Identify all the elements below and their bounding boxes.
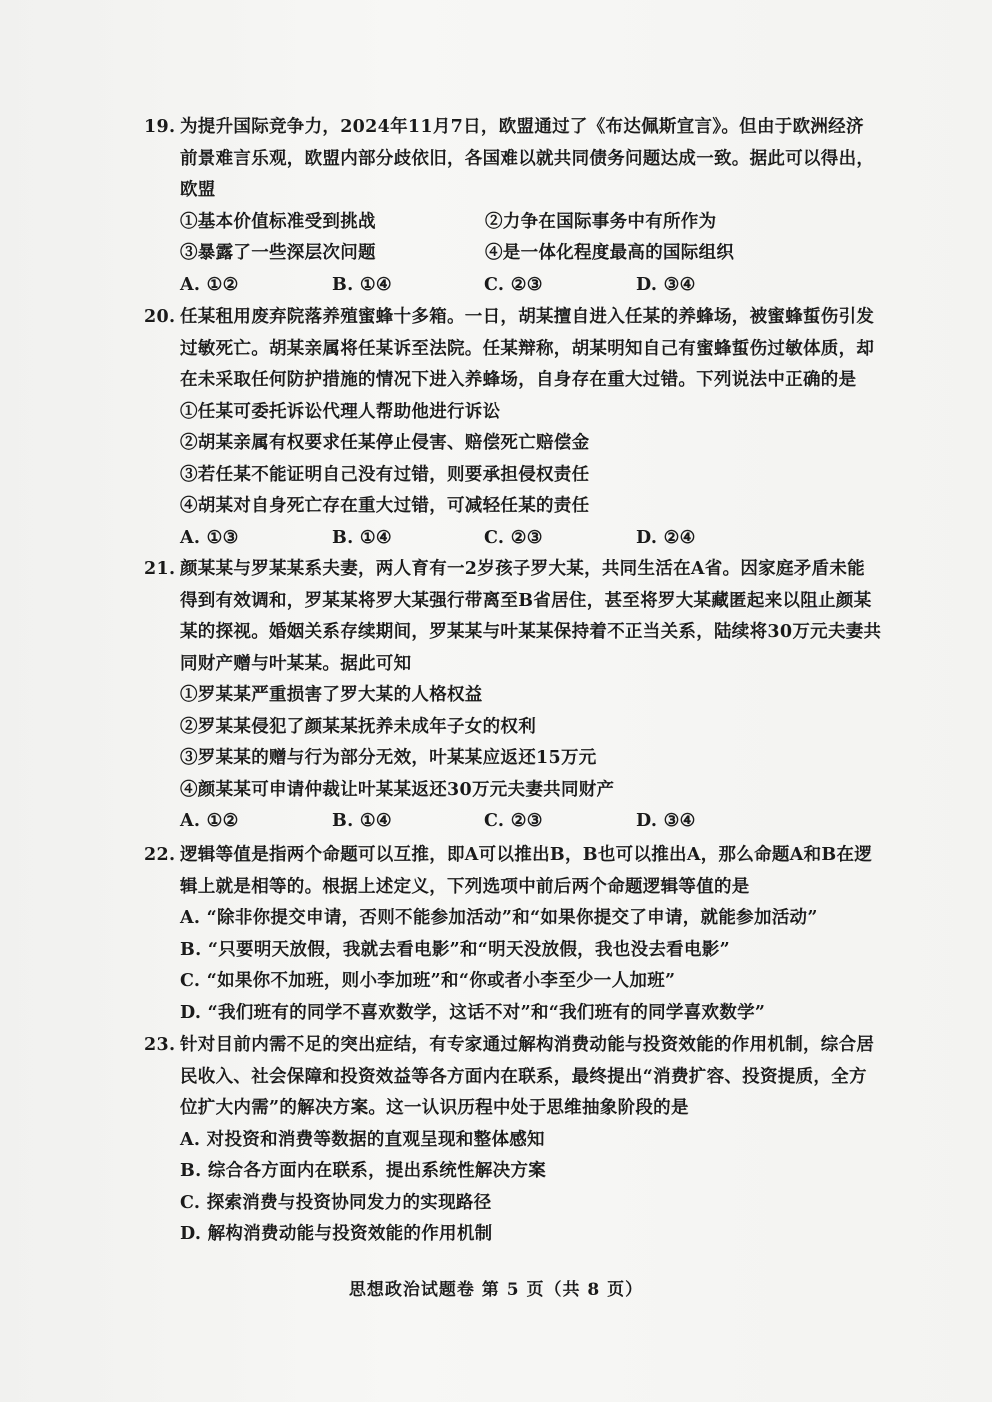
question-19 <box>144 112 944 301</box>
option: B. 综合各方面内在联系，提出系统性解决方案 <box>180 1161 547 1181</box>
statement: ④胡某对自身死亡存在重大过错，可减轻任某的责任 <box>180 496 590 516</box>
answer-choice: A. ①② <box>180 811 239 831</box>
answer-choices <box>144 523 944 555</box>
option: C. 探索消费与投资协同发力的实现路径 <box>180 1192 492 1213</box>
answer-choice: B. ①④ <box>332 811 392 831</box>
answer-choices <box>144 806 944 838</box>
option: D. “我们班有的同学不喜欢数学，这话不对”和“我们班有的同学喜欢数学” <box>180 1002 766 1023</box>
answer-choice: A. ①③ <box>180 527 239 548</box>
question-20 <box>144 302 944 554</box>
statement: ②力争在国际事务中有所作为 <box>485 211 717 232</box>
option: A. 对投资和消费等数据的直观呈现和整体感知 <box>180 1129 545 1150</box>
statement: ②罗某某侵犯了颜某某抚养未成年子女的权利 <box>180 716 536 737</box>
statement: ④颜某某可申请仲裁让叶某某返还30万元夫妻共同财产 <box>180 779 615 800</box>
statement: ①任某可委托诉讼代理人帮助他进行诉讼 <box>180 401 501 422</box>
question-stem-line: 民收入、社会保障和投资效益等各方面内在联系，最终提出“消费扩容、投资提质，全方 <box>180 1066 867 1087</box>
answer-choice: D. ③④ <box>636 274 696 295</box>
statement: ①罗某某严重损害了罗大某的人格权益 <box>180 685 483 705</box>
statement: ③罗某某的赠与行为部分无效，叶某某应返还15万元 <box>180 748 597 768</box>
question-stem-line: 过敏死亡。胡某亲属将任某诉至法院。任某辩称，胡某明知自己有蜜蜂蜇伤过敏体质，却 <box>180 338 875 359</box>
question-stem-line: 针对目前内需不足的突出症结，有专家通过解构消费动能与投资效能的作用机制，综合居 <box>180 1035 875 1055</box>
answer-choice: C. ②③ <box>484 527 543 548</box>
answer-choices <box>144 270 944 302</box>
question-stem-line: 位扩大内需”的解决方案。这一认识历程中处于思维抽象阶段的是 <box>180 1098 689 1118</box>
question-number: 21. <box>144 559 176 579</box>
answer-choice: C. ②③ <box>484 811 543 831</box>
option: B. “只要明天放假，我就去看电影”和“明天没放假，我也没去看电影” <box>180 939 730 960</box>
question-23 <box>144 1030 944 1251</box>
statement: ①基本价值标准受到挑战 <box>180 211 376 232</box>
answer-choice: B. ①④ <box>332 527 392 548</box>
question-stem-line: 在未采取任何防护措施的情况下进入养蜂场，自身存在重大过错。下列说法中正确的是 <box>180 370 857 390</box>
question-number: 20. <box>144 307 176 327</box>
question-stem-line: 逻辑等值是指两个命题可以互推，即A可以推出B，B也可以推出A，那么命题A和B在逻 <box>180 845 873 865</box>
option: C. “如果你不加班，则小李加班”和“你或者小李至少一人加班” <box>180 971 676 991</box>
statement: ②胡某亲属有权要求任某停止侵害、赔偿死亡赔偿金 <box>180 433 590 453</box>
question-stem-line: 得到有效调和，罗某某将罗大某强行带离至B省居住，甚至将罗大某藏匿起来以阻止颜某 <box>180 590 872 611</box>
statement: ④是一体化程度最高的国际组织 <box>485 243 735 263</box>
question-stem-line: 某的探视。婚姻关系存续期间，罗某某与叶某某保持着不正当关系，陆续将30万元夫妻共 <box>180 622 882 642</box>
question-stem-line: 为提升国际竞争力，2024年11月7日，欧盟通过了《布达佩斯宣言》。但由于欧洲经济 <box>180 117 864 137</box>
question-stem-line: 任某租用废弃院落养殖蜜蜂十多箱。一日，胡某擅自进入任某的养蜂场，被蜜蜂蜇伤引发 <box>180 307 875 327</box>
question-stem-line: 欧盟 <box>180 180 216 200</box>
statement: ③暴露了一些深层次问题 <box>180 243 376 263</box>
question-stem-line: 同财产赠与叶某某。据此可知 <box>180 653 412 674</box>
page-footer: 思想政治试题卷 第 5 页（共 8 页） <box>348 1280 644 1300</box>
question-21 <box>144 554 944 838</box>
answer-choice: D. ②④ <box>636 527 696 548</box>
question-stem-line: 前景难言乐观，欧盟内部分歧依旧，各国难以就共同债务问题达成一致。据此可以得出， <box>180 148 875 169</box>
option: A. “除非你提交申请，否则不能参加活动”和“如果你提交了申请，就能参加活动” <box>180 908 818 928</box>
answer-choice: D. ③④ <box>636 811 696 831</box>
answer-choice: A. ①② <box>180 274 239 295</box>
question-number: 19. <box>144 117 176 137</box>
question-22 <box>144 840 944 1029</box>
question-number: 22. <box>144 845 176 865</box>
option: D. 解构消费动能与投资效能的作用机制 <box>180 1224 493 1244</box>
statement: ③若任某不能证明自己没有过错，则要承担侵权责任 <box>180 464 590 485</box>
question-stem-line: 辑上就是相等的。根据上述定义，下列选项中前后两个命题逻辑等值的是 <box>180 876 750 897</box>
question-number: 23. <box>144 1035 176 1055</box>
question-stem-line: 颜某某与罗某某系夫妻，两人育有一2岁孩子罗大某，共同生活在A省。因家庭矛盾未能 <box>180 559 865 579</box>
answer-choice: B. ①④ <box>332 274 392 295</box>
answer-choice: C. ②③ <box>484 274 543 295</box>
